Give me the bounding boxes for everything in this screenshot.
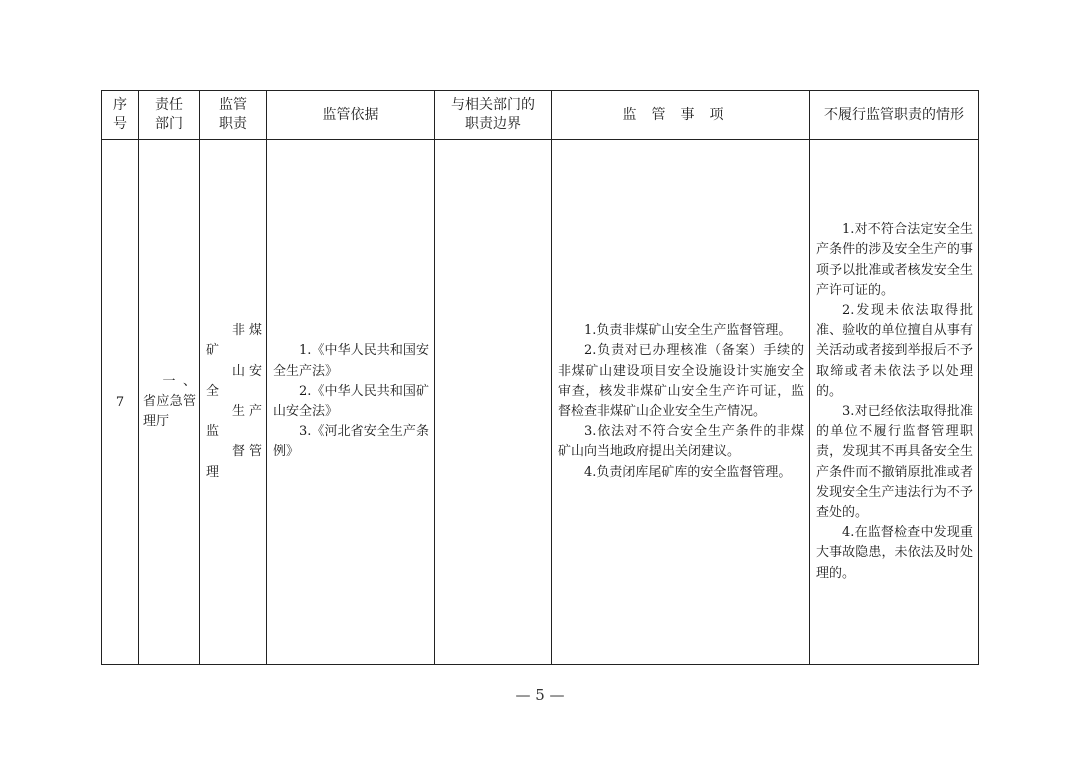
failure-item: 2.发现未依法取得批准、验收的单位擅自从事有关活动或者接到举报后不予取缔或者未依法予以处理的。	[816, 302, 973, 399]
row-duty: 非煤矿 山安全 生产监 督管理	[200, 140, 267, 665]
matter-item: 1.负责非煤矿山安全生产监督管理。	[584, 323, 792, 339]
supervision-duty-table	[101, 90, 979, 665]
basis-item: 3.《河北省安全生产条例》	[273, 424, 429, 460]
table-row	[102, 140, 979, 665]
row-seq: 7	[102, 140, 139, 665]
header-matters: 监管事项	[552, 91, 810, 140]
table-header-row	[102, 91, 979, 140]
failure-item: 4.在监督检查中发现重大事故隐患，未依法及时处理的。	[816, 525, 973, 581]
row-matters	[552, 140, 810, 665]
row-failure	[810, 140, 979, 665]
page-number: — 5 —	[515, 686, 565, 704]
basis-item: 1.《中华人民共和国安全生产法》	[273, 343, 429, 379]
header-seq: 序 号	[102, 91, 139, 140]
failure-item: 3.对已经依法取得批准的单位不履行监督管理职责，发现其不再具备安全生产条件而不撤销原批准或者发现安全生产违法行为不予查处的。	[816, 404, 973, 521]
matter-item: 2.负责对已办理核准（备案）手续的非煤矿山建设项目安全设施设计实施安全审查，核发非煤矿山安全生产许可证，监督检查非煤矿山企业安全生产情况。	[558, 343, 804, 419]
basis-item: 2.《中华人民共和国矿山安全法》	[273, 383, 429, 419]
row-basis	[267, 140, 435, 665]
header-basis: 监管依据	[267, 91, 435, 140]
matter-item: 3.依法对不符合安全生产条件的非煤矿山向当地政府提出关闭建议。	[558, 424, 804, 460]
matter-item: 4.负责闭库尾矿库的安全监督管理。	[584, 464, 792, 480]
row-boundary	[435, 140, 552, 665]
header-dept: 责任 部门	[139, 91, 200, 140]
row-dept: 一、省应急管理厅	[139, 140, 200, 665]
failure-item: 1.对不符合法定安全生产条件的涉及安全生产的事项予以批准或者核发安全生产许可证的。	[816, 222, 973, 298]
header-boundary: 与相关部门的 职责边界	[435, 91, 552, 140]
header-duty: 监管 职责	[200, 91, 267, 140]
header-failure: 不履行监管职责的情形	[810, 91, 979, 140]
